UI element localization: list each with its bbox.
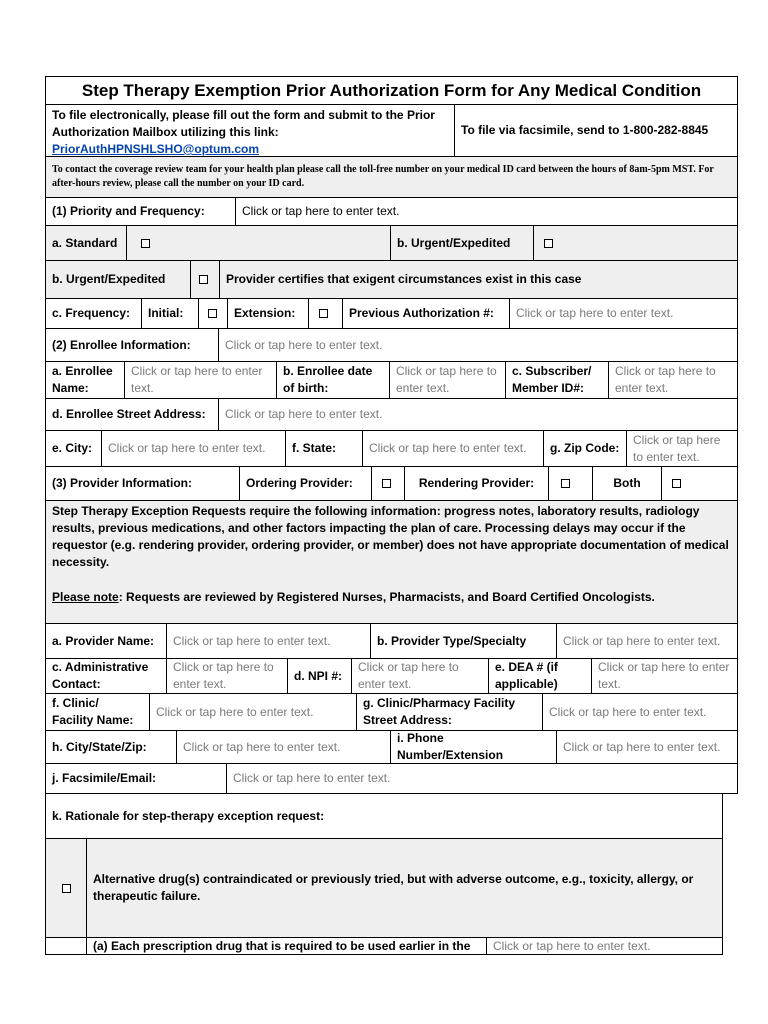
facility-addr-placeholder: Click or tap here to enter text. <box>549 704 707 719</box>
both-checkbox-cell <box>661 466 738 501</box>
dea-label <box>488 658 592 694</box>
exigent-label <box>219 260 738 299</box>
phone-input[interactable] <box>556 730 738 764</box>
urgent-checkbox[interactable] <box>544 239 553 248</box>
requirements-block <box>45 500 738 624</box>
each-drug-text: (a) Each prescription drug that is required to be used earlier in the <box>93 938 471 953</box>
both-checkbox[interactable] <box>672 479 681 488</box>
each-drug-input[interactable] <box>486 937 723 955</box>
city-placeholder: Click or tap here to enter text. <box>108 441 266 455</box>
both-label <box>592 466 662 501</box>
enrollee-label <box>45 328 219 362</box>
electronic-filing-cell <box>45 104 455 157</box>
initial-label-text: Initial: <box>148 306 184 320</box>
facility-placeholder: Click or tap here to enter text. <box>156 704 314 719</box>
ordering-checkbox-cell <box>371 466 405 501</box>
admin-contact-text: c. Administrative Contact: <box>52 660 149 691</box>
provider-name-text: a. Provider Name: <box>52 633 155 648</box>
initial-label <box>141 298 199 329</box>
fax-email-placeholder: Click or tap here to enter text. <box>233 771 391 785</box>
enrollee-dob-label <box>276 361 390 399</box>
enrollee-dob-text: b. Enrollee date of birth: <box>283 364 373 395</box>
urgent2-label <box>45 260 191 299</box>
admin-contact-label <box>45 658 167 694</box>
standard-label <box>45 225 127 261</box>
exigent-label-text: Provider certifies that exigent circumstances exist in this case <box>226 272 582 286</box>
alt-drug-label <box>86 838 723 938</box>
provider-type-placeholder: Click or tap here to enter text. <box>563 633 721 648</box>
extension-label <box>227 298 309 329</box>
extension-checkbox[interactable] <box>319 309 328 318</box>
state-label <box>285 430 363 467</box>
ordering-label-text: Ordering Provider: <box>246 476 353 490</box>
city-label <box>45 430 102 467</box>
urgent2-checkbox-cell <box>190 260 220 299</box>
requirements-text: Step Therapy Exception Requests require the following information: progress notes, laboratory results, radiology results, previous medications, and other factors impacting the plan of care. Processing delays may occur if the requestor (e.g. rendering provider, ordering provider, or member) does not have appropriate documentation of medical necessity. <box>52 504 729 569</box>
initial-checkbox-cell <box>198 298 228 329</box>
enrollee-input[interactable] <box>218 328 738 362</box>
admin-contact-input[interactable] <box>166 658 288 694</box>
urgent-checkbox-cell <box>533 225 738 261</box>
street-input[interactable] <box>218 398 738 431</box>
standard-label-text: a. Standard <box>52 235 118 250</box>
street-label-text: d. Enrollee Street Address: <box>52 407 206 421</box>
member-id-label <box>505 361 609 399</box>
rationale-label-text: k. Rationale for step-therapy exception request: <box>52 808 325 823</box>
dea-input[interactable] <box>591 658 738 694</box>
ordering-checkbox[interactable] <box>382 479 391 488</box>
review-note-label: Please note <box>52 590 119 604</box>
member-id-text: c. Subscriber/ Member ID#: <box>512 364 592 395</box>
mailbox-link[interactable]: PriorAuthHPNSHLSHO@optum.com <box>52 142 260 156</box>
provider-type-input[interactable] <box>556 623 738 659</box>
zip-label <box>543 430 627 467</box>
rendering-label-text: Rendering Provider: <box>418 476 535 490</box>
zip-placeholder: Click or tap here to enter text. <box>633 432 721 464</box>
facsimile-text: To file via facsimile, send to 1-800-282-8845 <box>461 123 709 137</box>
enrollee-placeholder: Click or tap here to enter text. <box>225 337 383 352</box>
rendering-label <box>404 466 549 501</box>
form-title-text: Step Therapy Exemption Prior Authorization Form for Any Medical Condition <box>81 81 702 100</box>
facsimile-cell <box>454 104 738 157</box>
street-placeholder: Click or tap here to enter text. <box>225 407 383 421</box>
state-input[interactable] <box>362 430 544 467</box>
prev-auth-input[interactable] <box>509 298 738 329</box>
urgent-label <box>390 225 534 261</box>
priority-input-text: Click or tap here to enter text. <box>242 204 400 218</box>
alt-drug-checkbox-cell <box>45 838 87 938</box>
priority-label-text: (1) Priority and Frequency: <box>52 204 205 218</box>
city-state-zip-text: h. City/State/Zip: <box>52 739 147 754</box>
each-drug-placeholder: Click or tap here to enter text. <box>493 938 651 953</box>
standard-checkbox[interactable] <box>141 239 150 248</box>
enrollee-name-text: a. Enrollee Name: <box>52 364 113 395</box>
urgent2-checkbox[interactable] <box>199 275 208 284</box>
facility-addr-text: g. Clinic/Pharmacy Facility Street Address: <box>363 696 516 727</box>
npi-label <box>287 658 352 694</box>
phone-label-text: i. Phone Number/Extension <box>397 731 504 762</box>
facility-input[interactable] <box>149 693 357 731</box>
prev-auth-label-text: Previous Authorization #: <box>349 306 494 320</box>
form-title <box>45 76 738 105</box>
enrollee-name-input[interactable] <box>124 361 277 399</box>
priority-label <box>45 197 236 226</box>
state-label-text: f. State: <box>292 441 337 455</box>
electronic-filing-text: To file electronically, please fill out the form and submit to the Prior Authorization Mailbox utilizing this link: <box>52 108 435 139</box>
urgent-label-text: b. Urgent/Expedited <box>397 235 511 250</box>
prev-auth-label <box>342 298 510 329</box>
zip-label-text: g. Zip Code: <box>550 441 620 455</box>
standard-checkbox-cell <box>126 225 391 261</box>
npi-label-text: d. NPI #: <box>294 668 343 683</box>
rendering-checkbox-cell <box>548 466 593 501</box>
dea-label-text: e. DEA # (if applicable) <box>495 660 558 691</box>
extension-label-text: Extension: <box>234 306 296 320</box>
review-note-text: : Requests are reviewed by Registered Nurses, Pharmacists, and Board Certified Oncologists. <box>118 590 655 604</box>
alt-drug-checkbox[interactable] <box>62 884 71 893</box>
provider-name-placeholder: Click or tap here to enter text. <box>173 633 331 648</box>
enrollee-dob-input[interactable] <box>389 361 506 399</box>
npi-input[interactable] <box>351 658 489 694</box>
urgent2-label-text: b. Urgent/Expedited <box>52 272 166 286</box>
provider-label-text: (3) Provider Information: <box>52 476 193 490</box>
rendering-checkbox[interactable] <box>561 479 570 488</box>
priority-input[interactable] <box>235 197 738 226</box>
provider-type-label <box>370 623 557 659</box>
phone-placeholder: Click or tap here to enter text. <box>563 739 721 754</box>
provider-label <box>45 466 240 501</box>
facility-label <box>45 693 150 731</box>
enrollee-name-label <box>45 361 125 399</box>
each-drug-spacer <box>45 937 87 955</box>
street-label <box>45 398 219 431</box>
rationale-label <box>45 793 723 839</box>
fax-email-label <box>45 763 227 794</box>
provider-name-input[interactable] <box>166 623 371 659</box>
facility-label-text: f. Clinic/ Facility Name: <box>52 696 134 727</box>
extension-checkbox-cell <box>308 298 343 329</box>
member-id-input[interactable] <box>608 361 738 399</box>
facility-addr-input[interactable] <box>542 693 738 731</box>
initial-checkbox[interactable] <box>208 309 217 318</box>
state-placeholder: Click or tap here to enter text. <box>369 441 527 455</box>
city-state-zip-label <box>45 730 177 764</box>
fax-email-text: j. Facsimile/Email: <box>52 771 157 785</box>
alt-drug-text: Alternative drug(s) contraindicated or previously tried, but with adverse outcome, e.g., toxicity, allergy, or therapeutic failure. <box>93 872 694 903</box>
city-state-zip-placeholder: Click or tap here to enter text. <box>183 739 341 754</box>
city-label-text: e. City: <box>52 441 93 455</box>
fax-email-input[interactable] <box>226 763 738 794</box>
facility-addr-label <box>356 693 543 731</box>
enrollee-name-placeholder: Click or tap here to enter text. <box>131 364 263 395</box>
zip-input[interactable] <box>626 430 738 467</box>
npi-placeholder: Click or tap here to enter text. <box>358 660 459 691</box>
review-note <box>52 589 731 606</box>
provider-name-label <box>45 623 167 659</box>
city-state-zip-input[interactable] <box>176 730 391 764</box>
contact-note-text: To contact the coverage review team for your health plan please call the toll-free number on your medical ID card between the hours of 8am-5pm MST. For after-hours review, please call the number on your ID card. <box>52 164 714 189</box>
dea-placeholder: Click or tap here to enter text. <box>598 660 730 691</box>
phone-label <box>390 730 557 764</box>
contact-note <box>45 156 738 198</box>
admin-contact-placeholder: Click or tap here to enter text. <box>173 660 274 691</box>
each-drug-label <box>86 937 487 955</box>
frequency-label-text: c. Frequency: <box>52 306 131 320</box>
provider-type-text: b. Provider Type/Specialty <box>377 633 527 648</box>
member-id-placeholder: Click or tap here to enter text. <box>615 364 716 395</box>
both-label-text: Both <box>613 476 641 490</box>
enrollee-dob-placeholder: Click or tap here to enter text. <box>396 364 497 395</box>
frequency-label <box>45 298 142 329</box>
ordering-label <box>239 466 372 501</box>
city-input[interactable] <box>101 430 286 467</box>
enrollee-label-text: (2) Enrollee Information: <box>52 337 191 352</box>
prev-auth-placeholder: Click or tap here to enter text. <box>516 306 674 320</box>
